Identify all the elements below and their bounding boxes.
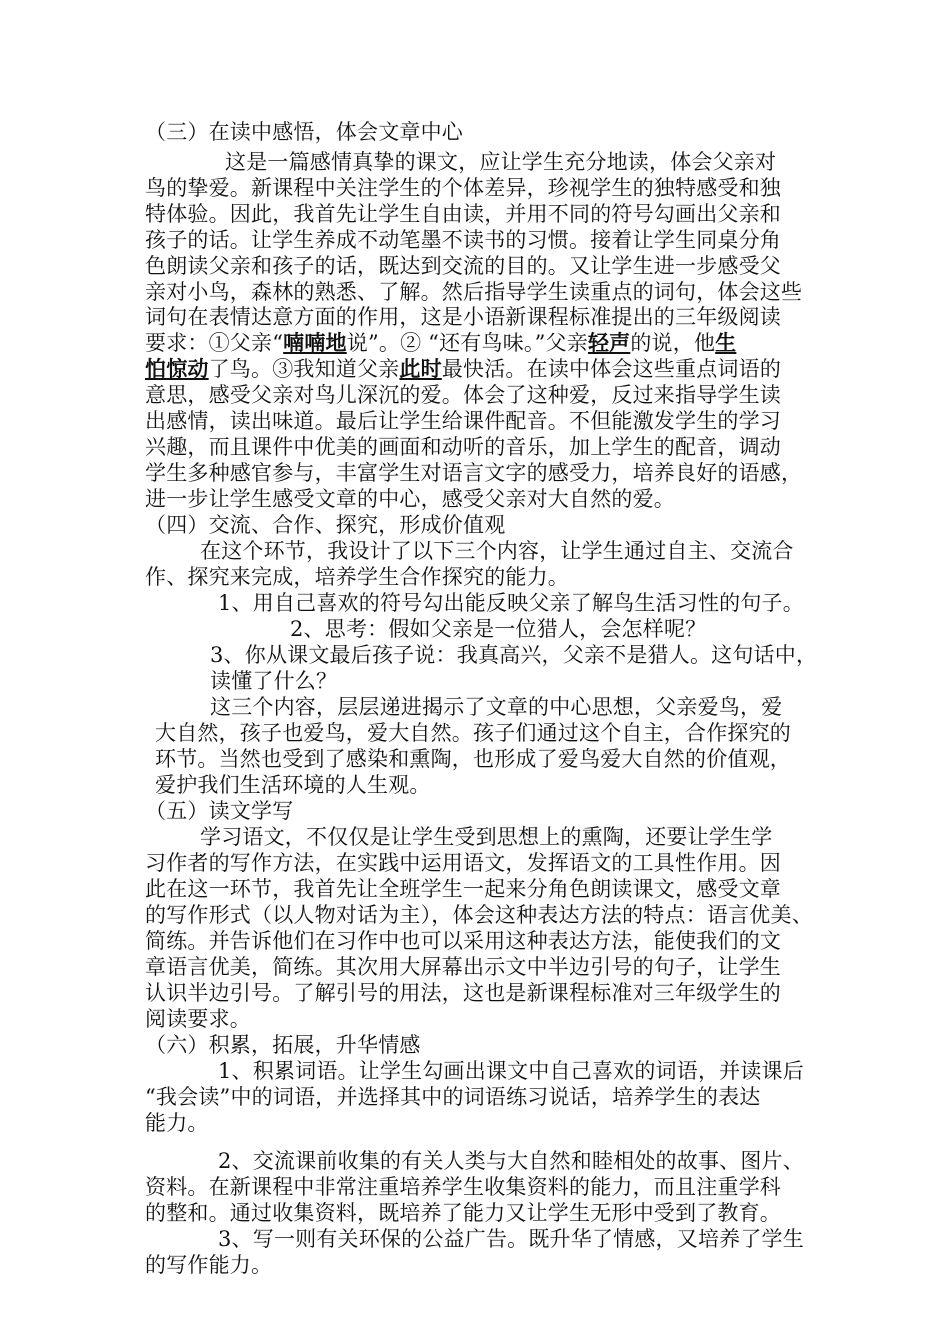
- list-item: 能力。: [145, 1111, 209, 1135]
- list-item: 2、思考：假如父亲是一位猎人，会怎样呢？: [290, 617, 707, 641]
- paragraph-line: 章语言优美，简练。其次用大屏幕出示文中半边引号的句子，让学生: [145, 955, 781, 979]
- paragraph-line: 鸟的挚爱。新课程中关注学生的个体差异，珍视学生的独特感受和独: [145, 176, 781, 200]
- emphasized-word: 喃喃地: [283, 330, 347, 355]
- paragraph-line: 兴趣，而且课件中优美的画面和动听的音乐，加上学生的配音，调动: [145, 435, 781, 459]
- requirements-text: 的说，他: [630, 331, 716, 355]
- paragraph-line: 作、探究来完成，培养学生合作探究的能力。: [145, 565, 569, 589]
- paragraph-line: 意思，感受父亲对鸟儿深沉的爱。体会了这种爱，反过来指导学生读: [145, 383, 781, 407]
- emphasized-word: 生: [715, 330, 737, 355]
- section-heading-5: （五）读文学写: [145, 799, 294, 823]
- paragraph-line: 学生多种感官参与，丰富学生对语言文字的感受力，培养良好的语感，: [145, 461, 803, 485]
- list-item: “我会读”中的词语，并选择其中的词语练习说话，培养学生的表达: [145, 1085, 761, 1109]
- list-item: 读懂了什么？: [210, 669, 338, 693]
- list-item: 的写作能力。: [145, 1253, 273, 1277]
- paragraph-line: 习作者的写作方法，在实践中运用语文，发挥语文的工具性作用。因: [145, 851, 781, 875]
- paragraph-line: 学习语文，不仅仅是让学生受到思想上的熏陶，还要让学生学: [200, 825, 773, 849]
- paragraph-line: 特体验。因此，我首先让学生自由读，并用不同的符号勾画出父亲和: [145, 202, 781, 226]
- list-item: 1、积累词语。让学生勾画出课文中自己喜欢的词语，并读课后: [218, 1059, 804, 1083]
- requirements-text: 要求：①父亲“: [145, 331, 284, 355]
- list-item: 的整和。通过收集资料，既培养了能力又让学生无形中受到了教育。: [145, 1201, 781, 1225]
- list-item: 1、用自己喜欢的符号勾出能反映父亲了解鸟生活习性的句子。: [218, 591, 804, 615]
- section-heading-3: （三）在读中感悟，体会文章中心: [145, 120, 463, 144]
- list-item: 资料。在新课程中非常注重培养学生收集资料的能力，而且注重学科: [145, 1175, 781, 1199]
- paragraph-line: 这是一篇感情真挚的课文，应让学生充分地读，体会父亲对: [225, 150, 777, 174]
- paragraph-line: 孩子的话。让学生养成不动笔墨不读书的习惯。接着让学生同桌分角: [145, 228, 781, 252]
- paragraph-line: 进一步让学生感受文章的中心，感受父亲对大自然的爱。: [145, 487, 675, 511]
- paragraph-line: 认识半边引号。了解引号的用法，这也是新课程标准对三年级学生的: [145, 981, 781, 1005]
- paragraph-line: 词句在表情达意方面的作用，这是小语新课程标准提出的三年级阅读: [145, 305, 781, 329]
- paragraph-line: 大自然，孩子也爱鸟，爱大自然。孩子们通过这个自主，合作探究的: [155, 721, 791, 745]
- paragraph-line: 色朗读父亲和孩子的话，既达到交流的目的。又让学生进一步感受父: [145, 254, 781, 278]
- requirements-text: 说”。② “还有鸟味。”父亲: [346, 331, 588, 355]
- list-item: 3、你从课文最后孩子说：我真高兴，父亲不是猎人。这句话中，: [210, 643, 818, 667]
- list-item: 2、交流课前收集的有关人类与大自然和睦相处的故事、图片、: [218, 1149, 804, 1173]
- emphasized-word: 怕惊动: [145, 356, 209, 381]
- paragraph-line: 爱护我们生活环境的人生观。: [155, 773, 431, 797]
- paragraph-line: 的写作形式（以人物对话为主），体会这种表达方法的特点：语言优美、: [145, 903, 813, 927]
- paragraph-line: 出感情，读出味道。最后让学生给课件配音。不但能激发学生的学习: [145, 409, 781, 433]
- requirements-text: 了鸟。③我知道父亲: [208, 357, 400, 381]
- paragraph-line: 这三个内容，层层递进揭示了文章的中心思想，父亲爱鸟，爱: [210, 695, 783, 719]
- paragraph-line: 在这个环节，我设计了以下三个内容，让学生通过自主、交流合: [200, 539, 794, 563]
- list-item: 3、写一则有关环保的公益广告。既升华了情感，又培养了学生: [218, 1227, 804, 1251]
- paragraph-line: 此在这一环节，我首先让全班学生一起来分角色朗读课文，感受文章: [145, 877, 781, 901]
- paragraph-line: 简练。并告诉他们在习作中也可以采用这种表达方法，能使我们的文: [145, 929, 781, 953]
- paragraph-line: 阅读要求。: [145, 1007, 251, 1031]
- requirements-text: 最快活。在读中体会这些重点词语的: [441, 357, 782, 381]
- section-heading-6: （六）积累，拓展，升华情感: [145, 1033, 421, 1057]
- paragraph-line: 环节。当然也受到了感染和熏陶，也形成了爱鸟爱大自然的价值观，: [155, 747, 791, 771]
- paragraph-line: 亲对小鸟，森林的熟悉、了解。然后指导学生读重点的词句，体会这些: [145, 280, 803, 304]
- requirements-line: [145, 355, 781, 383]
- requirements-line: [145, 329, 736, 357]
- section-heading-4: （四）交流、合作、探究，形成价值观: [145, 513, 506, 537]
- emphasized-word: 此时: [399, 356, 442, 381]
- emphasized-word: 轻声: [587, 330, 631, 355]
